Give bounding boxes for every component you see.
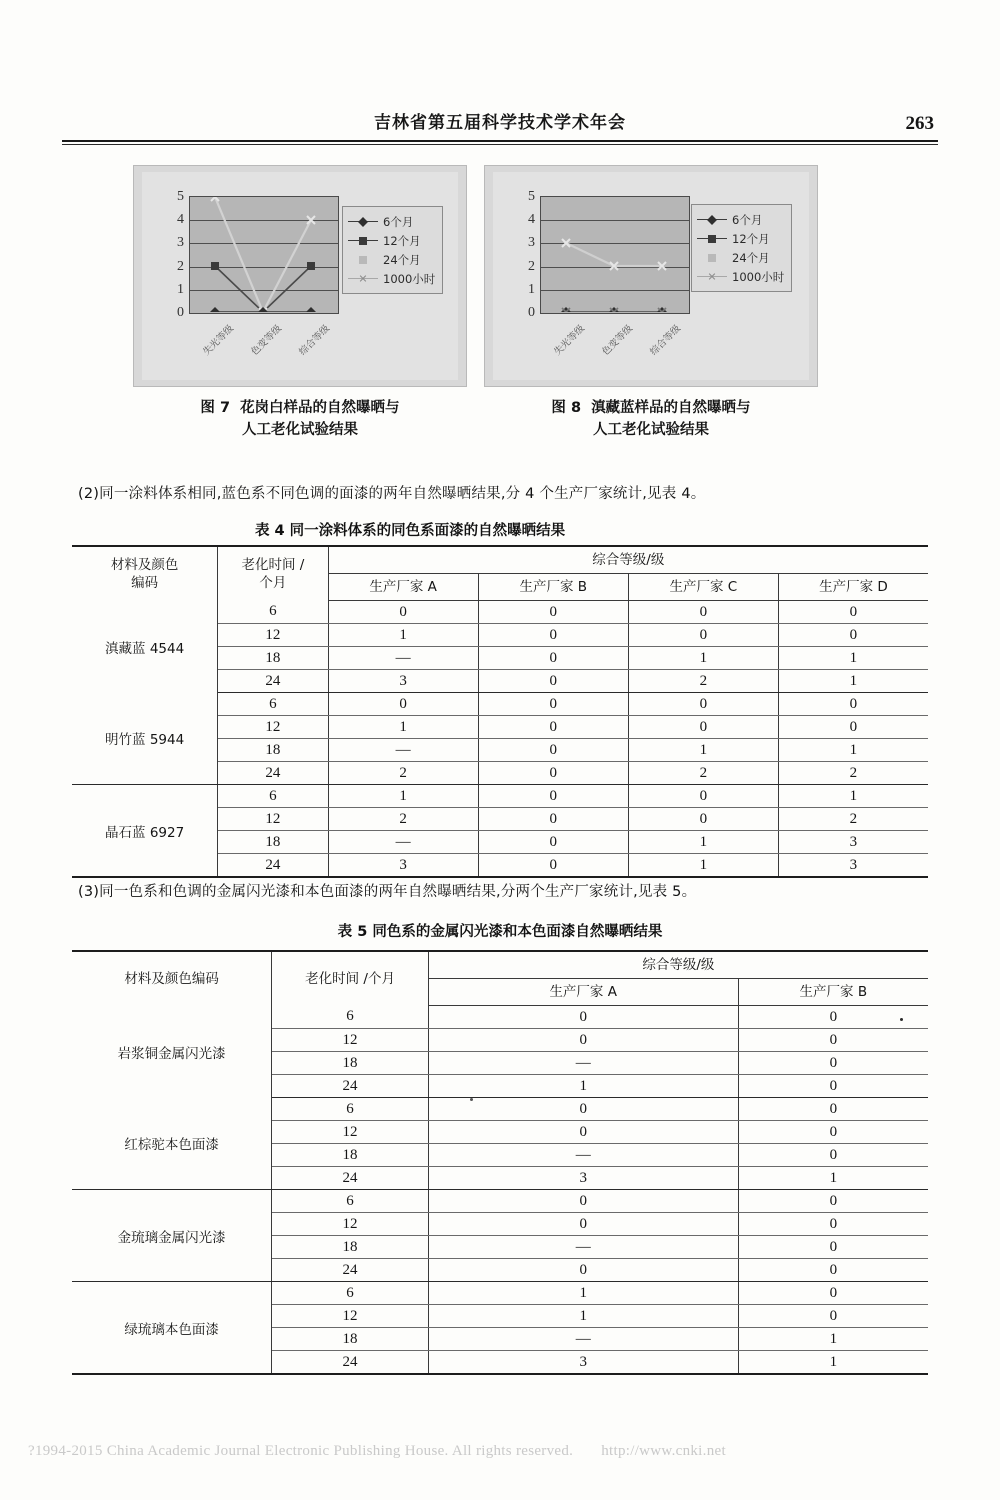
table-4-value: 0 — [478, 808, 628, 831]
table-4-time: 12 — [218, 624, 328, 647]
table-5-material-2: 红棕驼本色面漆 — [72, 1098, 272, 1190]
scan-artifact-dot — [470, 1098, 473, 1101]
table-5-value: 1 — [738, 1328, 928, 1351]
chart-8-xtick-1: 色变等级 — [600, 323, 635, 358]
diamond-marker-icon — [348, 221, 378, 222]
table-4-value: 0 — [478, 693, 628, 716]
legend-item — [697, 229, 784, 248]
table-5-header-material: 材料及颜色编码 — [72, 951, 272, 1006]
figure-7-caption — [133, 397, 467, 442]
table-4-value: — — [328, 831, 478, 854]
table-4-value: 3 — [328, 854, 478, 878]
figure-7-number: 图 7 — [200, 400, 231, 416]
table-5-value: — — [428, 1144, 738, 1167]
table-4-time: 6 — [218, 693, 328, 716]
table-4-value: 0 — [778, 624, 928, 647]
table-5-time: 6 — [272, 1098, 428, 1121]
table-5-value: 1 — [738, 1351, 928, 1375]
table-5-value: 0 — [428, 1029, 738, 1052]
table-5-time: 24 — [272, 1351, 428, 1375]
table-row — [72, 601, 928, 624]
table-row — [72, 1006, 928, 1029]
table-5-value: 0 — [738, 1305, 928, 1328]
chart-8-ytick-4: 4 — [528, 212, 535, 228]
legend-label: 24个月 — [732, 250, 770, 265]
table-5-value: 0 — [738, 1075, 928, 1098]
table-5-time: 12 — [272, 1029, 428, 1052]
table-5-time: 24 — [272, 1167, 428, 1190]
chart-8-ytick-2: 2 — [528, 258, 535, 274]
table-5-value: 0 — [428, 1098, 738, 1121]
table-4-value: 3 — [778, 831, 928, 854]
table-4-value: 1 — [628, 739, 778, 762]
table-row — [72, 1190, 928, 1213]
table-4-header-row-1 — [72, 546, 928, 574]
legend-label: 1000小时 — [383, 271, 436, 286]
chart-8-legend — [691, 204, 792, 292]
table-4-value: 0 — [628, 716, 778, 739]
table-5-time: 18 — [272, 1236, 428, 1259]
table-4 — [72, 545, 928, 878]
chart-7-xtick-0: 失光等级 — [201, 323, 236, 358]
legend-item — [348, 269, 435, 288]
chart-8-xtick-2: 综合等级 — [648, 323, 683, 358]
table-4-value: 0 — [478, 762, 628, 785]
table-5-value: 3 — [428, 1167, 738, 1190]
table-4-time: 18 — [218, 831, 328, 854]
figure-7-caption-line1: 花岗白样品的自然曝晒与 — [240, 400, 400, 416]
table-5-time: 12 — [272, 1121, 428, 1144]
table-4-value: 0 — [478, 831, 628, 854]
header-title: 吉林省第五届科学技术学术年会 — [374, 113, 626, 133]
figure-8-caption — [484, 397, 818, 442]
table-5-value: 0 — [738, 1213, 928, 1236]
table-5-value: 0 — [428, 1213, 738, 1236]
chart-7-ytick-3: 3 — [177, 235, 184, 251]
table-4-time: 12 — [218, 716, 328, 739]
table-5-value: 0 — [428, 1259, 738, 1282]
cross-marker-icon: ✕ — [348, 278, 378, 279]
footer-url: http://www.cnki.net — [601, 1443, 726, 1459]
table-4-header-time-line1: 老化时间 / — [241, 556, 305, 573]
chart-8-ytick-3: 3 — [528, 235, 535, 251]
page-number: 263 — [905, 113, 934, 134]
table-4-value: — — [328, 739, 478, 762]
chart-7-xtick-1: 色变等级 — [249, 323, 284, 358]
table-row — [72, 1282, 928, 1305]
table-4-value: 1 — [778, 739, 928, 762]
legend-item — [697, 267, 784, 286]
chart-7-ytick-4: 4 — [177, 212, 184, 228]
table-4-value: 1 — [628, 647, 778, 670]
figure-8-caption-line2: 人工老化试验结果 — [593, 422, 709, 439]
table-5-value: 0 — [738, 1144, 928, 1167]
scan-artifact-dot — [900, 1018, 903, 1021]
table-4-value: 1 — [628, 854, 778, 878]
table-5-value: 1 — [428, 1305, 738, 1328]
figure-8-number: 图 8 — [551, 400, 582, 416]
table-5-time: 12 — [272, 1305, 428, 1328]
table-5-time: 12 — [272, 1213, 428, 1236]
table-5-material-4: 绿琉璃本色面漆 — [72, 1282, 272, 1375]
table-5-value: 0 — [738, 1190, 928, 1213]
table-4-time: 18 — [218, 647, 328, 670]
figure-8-caption-line1: 滇藏蓝样品的自然曝晒与 — [591, 400, 751, 416]
table-4-material-3: 晶石蓝 6927 — [72, 785, 218, 878]
table-4-material-1: 滇藏蓝 4544 — [72, 601, 218, 693]
table-4-value: 0 — [628, 693, 778, 716]
legend-item — [697, 210, 784, 229]
table-4-value: 1 — [328, 716, 478, 739]
legend-item — [697, 248, 784, 267]
chart-7-legend — [342, 206, 443, 294]
legend-label: 6个月 — [383, 214, 414, 229]
legend-label: 24个月 — [383, 252, 421, 267]
footer-copyright: ?1994-2015 China Academic Journal Electronic Publishing House. All rights reserved. — [28, 1443, 574, 1459]
table-4-value: 1 — [328, 785, 478, 808]
table-4-value: 0 — [628, 624, 778, 647]
table-5-value: 0 — [738, 1098, 928, 1121]
table-4-value: 0 — [478, 739, 628, 762]
table-4-time: 6 — [218, 601, 328, 624]
table-4-value: 0 — [628, 601, 778, 624]
paragraph-2: (2)同一涂料体系相同,蓝色系不同色调的面漆的两年自然曝晒结果,分 4 个生产厂家统计,见表 4。 — [78, 486, 706, 502]
table-4-header-mfr-d: 生产厂家 D — [778, 574, 928, 601]
table-5-title: 表 5 同色系的金属闪光漆和本色面漆自然曝晒结果 — [337, 924, 663, 940]
table-4-value: 0 — [778, 601, 928, 624]
table-5-value: — — [428, 1236, 738, 1259]
table-4-header-mfr-b: 生产厂家 B — [478, 574, 628, 601]
table-5-value: 0 — [738, 1052, 928, 1075]
table-row — [72, 693, 928, 716]
chart-8-series — [541, 197, 688, 312]
legend-item — [348, 212, 435, 231]
table-5-value: 0 — [738, 1029, 928, 1052]
cross-marker-icon: ✕ — [697, 276, 727, 277]
square-marker-icon — [697, 238, 727, 239]
chart-8-ytick-5: 5 — [528, 189, 535, 204]
table-5-value: 3 — [428, 1351, 738, 1375]
table-5-header-mfr-b: 生产厂家 B — [738, 979, 928, 1006]
table-5-time: 6 — [272, 1282, 428, 1305]
table-5-header-mfr-a: 生产厂家 A — [428, 979, 738, 1006]
table-5-value: 0 — [428, 1121, 738, 1144]
table-4-title: 表 4 同一涂料体系的同色系面漆的自然曝晒结果 — [255, 523, 566, 539]
table-4-value: 3 — [328, 670, 478, 693]
table-4-time: 18 — [218, 739, 328, 762]
figure-7 — [133, 165, 467, 442]
table-5-material-1: 岩浆铜金属闪光漆 — [72, 1006, 272, 1098]
table-4-value: 2 — [328, 762, 478, 785]
light-square-marker-icon — [348, 259, 378, 260]
chart-8-ytick-0: 0 — [528, 305, 535, 320]
figures-row — [0, 165, 1000, 465]
table-4-time: 24 — [218, 670, 328, 693]
table-4-time: 6 — [218, 785, 328, 808]
table-4-value: 0 — [478, 624, 628, 647]
table-4-value: 0 — [328, 693, 478, 716]
table-5-value: 1 — [428, 1075, 738, 1098]
table-4-header-time — [218, 546, 328, 601]
table-5-time: 18 — [272, 1052, 428, 1075]
table-4-value: 1 — [628, 831, 778, 854]
table-5-header-span: 综合等级/级 — [428, 951, 928, 979]
table-5-value: 1 — [738, 1167, 928, 1190]
square-marker-icon — [348, 240, 378, 241]
table-4-value: 0 — [478, 854, 628, 878]
table-5-value: 0 — [738, 1259, 928, 1282]
table-5-value: 0 — [428, 1190, 738, 1213]
table-4-value: 0 — [328, 601, 478, 624]
chart-7-ytick-1: 1 — [177, 281, 184, 297]
table-4-header-material — [72, 546, 218, 601]
table-4-value: 0 — [778, 716, 928, 739]
table-4-value: 1 — [778, 647, 928, 670]
table-5-time: 18 — [272, 1144, 428, 1167]
table-4-value: 2 — [778, 808, 928, 831]
table-5-value: 1 — [428, 1282, 738, 1305]
paragraph-3: (3)同一色系和色调的金属闪光漆和本色面漆的两年自然曝晒结果,分两个生产厂家统计,见表 5。 — [78, 884, 697, 900]
chart-7-xtick-2: 综合等级 — [297, 323, 332, 358]
table-5-header-row-1 — [72, 951, 928, 979]
table-5-time: 24 — [272, 1075, 428, 1098]
table-5 — [72, 950, 928, 1375]
table-row — [72, 785, 928, 808]
page-header — [62, 108, 938, 133]
table-5-time: 24 — [272, 1259, 428, 1282]
figure-8 — [484, 165, 818, 442]
chart-7-ytick-5: 5 — [177, 189, 184, 204]
table-4-value: 0 — [778, 693, 928, 716]
table-4-value: 0 — [478, 670, 628, 693]
chart-8-ytick-1: 1 — [528, 281, 535, 297]
table-4-value: 2 — [778, 762, 928, 785]
figure-7-caption-line2: 人工老化试验结果 — [242, 422, 358, 439]
legend-item — [348, 250, 435, 269]
table-4-value: 0 — [478, 785, 628, 808]
page-footer — [28, 1443, 972, 1460]
table-4-value: 0 — [478, 716, 628, 739]
table-4-value: 0 — [628, 785, 778, 808]
table-4-header-time-line2: 个月 — [259, 574, 287, 591]
table-4-value: 0 — [628, 808, 778, 831]
chart-8-xtick-0: 失光等级 — [552, 323, 587, 358]
chart-8-canvas — [493, 172, 809, 380]
table-4-time: 24 — [218, 854, 328, 878]
table-4-time: 24 — [218, 762, 328, 785]
legend-label: 1000小时 — [732, 269, 785, 284]
table-4-value: 2 — [328, 808, 478, 831]
chart-8 — [484, 165, 818, 387]
table-5-value: 0 — [428, 1006, 738, 1029]
legend-label: 12个月 — [383, 233, 421, 248]
chart-7-ytick-2: 2 — [177, 258, 184, 274]
table-4-value: 1 — [778, 670, 928, 693]
chart-7-plot — [177, 189, 339, 358]
chart-7-canvas — [142, 172, 458, 380]
table-5-value: 0 — [738, 1121, 928, 1144]
legend-item — [348, 231, 435, 250]
table-row — [72, 1098, 928, 1121]
diamond-marker-icon — [697, 219, 727, 220]
table-5-value: 0 — [738, 1282, 928, 1305]
table-4-header-span: 综合等级/级 — [328, 546, 928, 574]
table-5-time: 18 — [272, 1328, 428, 1351]
table-5-value: — — [428, 1052, 738, 1075]
header-divider — [62, 140, 938, 142]
table-4-header-material-line2: 编码 — [131, 574, 159, 591]
table-5-header-time: 老化时间 /个月 — [272, 951, 428, 1006]
table-4-value: 0 — [478, 647, 628, 670]
table-5-value: 0 — [738, 1236, 928, 1259]
chart-7-ytick-0: 0 — [177, 305, 184, 320]
table-4-value: 2 — [628, 762, 778, 785]
table-4-value: 1 — [778, 785, 928, 808]
table-4-value: 1 — [328, 624, 478, 647]
table-4-header-mfr-c: 生产厂家 C — [628, 574, 778, 601]
table-4-value: — — [328, 647, 478, 670]
table-5-time: 6 — [272, 1190, 428, 1213]
chart-7-series — [190, 197, 337, 312]
table-4-value: 3 — [778, 854, 928, 878]
chart-8-plot — [528, 189, 690, 358]
table-4-value: 2 — [628, 670, 778, 693]
table-5-material-3: 金琉璃金属闪光漆 — [72, 1190, 272, 1282]
legend-label: 6个月 — [732, 212, 763, 227]
table-5-value: — — [428, 1328, 738, 1351]
table-4-header-mfr-a: 生产厂家 A — [328, 574, 478, 601]
table-4-value: 0 — [478, 601, 628, 624]
table-5-time: 6 — [272, 1006, 428, 1029]
light-square-marker-icon — [697, 257, 727, 258]
table-4-header-material-line1: 材料及颜色 — [110, 556, 179, 573]
table-4-material-2: 明竹蓝 5944 — [72, 693, 218, 785]
table-4-time: 12 — [218, 808, 328, 831]
table-5-value: 0 — [738, 1006, 928, 1029]
legend-label: 12个月 — [732, 231, 770, 246]
chart-7 — [133, 165, 467, 387]
